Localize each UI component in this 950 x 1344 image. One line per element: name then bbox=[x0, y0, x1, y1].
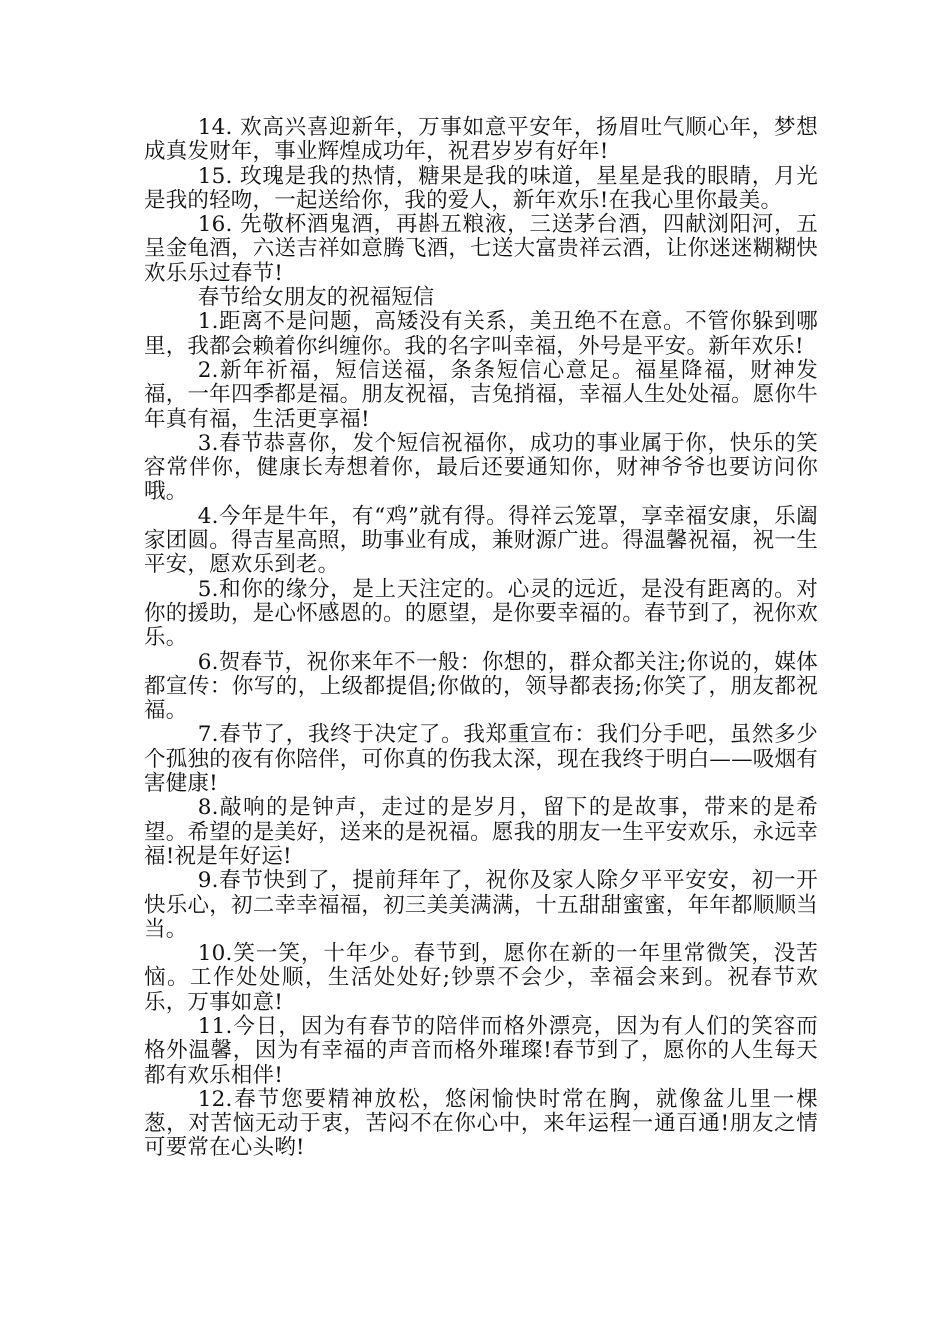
message-8: 8.敲响的是钟声，走过的是岁月，留下的是故事，带来的是希望。希望的是美好，送来的是祝福。愿我的朋友一生平安欢乐，永远幸福!祝是年好运! bbox=[144, 795, 818, 869]
message-7: 7.春节了，我终于决定了。我郑重宣布：我们分手吧，虽然多少个孤独的夜有你陪伴，可你真的伤我太深，现在我终于明白——吸烟有害健康! bbox=[144, 722, 818, 797]
message-2: 2.新年祈福，短信送福，条条短信心意足。福星降福，财神发福，一年四季都是福。朋友祝福，吉兔捎福，幸福人生处处福。愿你牛年真有福，生活更享福! bbox=[144, 357, 818, 432]
section-heading: 春节给女朋友的祝福短信 bbox=[197, 285, 435, 311]
message-3: 3.春节恭喜你，发个短信祝福你，成功的事业属于你，快乐的笑容常伴你，健康长寿想着你，最后还要通知你，财神爷爷也要访问你哦。 bbox=[144, 430, 818, 505]
message-1: 1.距离不是问题，高矮没有关系，美丑绝不在意。不管你躲到哪里，我都会赖着你纠缠你。我的名字叫幸福，外号是平安。新年欢乐! bbox=[144, 309, 818, 359]
paragraph-14: 14. 欢高兴喜迎新年，万事如意平安年，扬眉吐气顺心年，梦想成真发财年，事业辉煌成功年，祝君岁岁有好年! bbox=[144, 115, 818, 165]
message-6: 6.贺春节，祝你来年不一般：你想的，群众都关注;你说的，媒体都宣传：你写的，上级都提倡;你做的，领导都表扬;你笑了，朋友都祝福。 bbox=[144, 649, 818, 724]
message-12: 12.春节您要精神放松，悠闲愉快时常在胸，就像盆儿里一棵葱，对苦恼无动于衷，苦闷不在你心中，来年运程一通百通!朋友之情可要常在心头哟! bbox=[144, 1086, 818, 1161]
paragraph-16: 16. 先敬杯酒鬼酒，再斟五粮液，三送茅台酒，四献浏阳河，五呈金龟酒，六送吉祥如意腾飞酒，七送大富贵祥云酒，让你迷迷糊糊快欢乐乐过春节! bbox=[144, 212, 818, 286]
message-4: 4.今年是牛年，有“鸡”就有得。得祥云笼罩，享幸福安康，乐阖家团圆。得吉星高照，助事业有成，兼财源广进。得温馨祝福，祝一生平安，愿欢乐到老。 bbox=[144, 503, 818, 578]
message-5: 5.和你的缘分，是上天注定的。心灵的远近，是没有距离的。对你的援助，是心怀感恩的。的愿望，是你要幸福的。春节到了，祝你欢乐。 bbox=[144, 576, 818, 651]
message-11: 11.今日，因为有春节的陪伴而格外漂亮，因为有人们的笑容而格外温馨，因为有幸福的声音而格外璀璨!春节到了，愿你的人生每天都有欢乐相伴! bbox=[144, 1013, 818, 1088]
message-10: 10.笑一笑，十年少。春节到，愿你在新的一年里常微笑，没苦恼。工作处处顺，生活处处好;钞票不会少，幸福会来到。祝春节欢乐，万事如意! bbox=[144, 941, 818, 1015]
document-page bbox=[144, 116, 818, 1161]
message-9: 9.春节快到了，提前拜年了，祝你及家人除夕平平安安，初一开快乐心，初二幸幸福福，初三美美满满，十五甜甜蜜蜜，年年都顺顺当当。 bbox=[144, 868, 818, 942]
paragraph-15: 15. 玫瑰是我的热情，糖果是我的味道，星星是我的眼睛，月光是我的轻吻，一起送给你，我的爱人，新年欢乐!在我心里你最美。 bbox=[144, 163, 818, 213]
